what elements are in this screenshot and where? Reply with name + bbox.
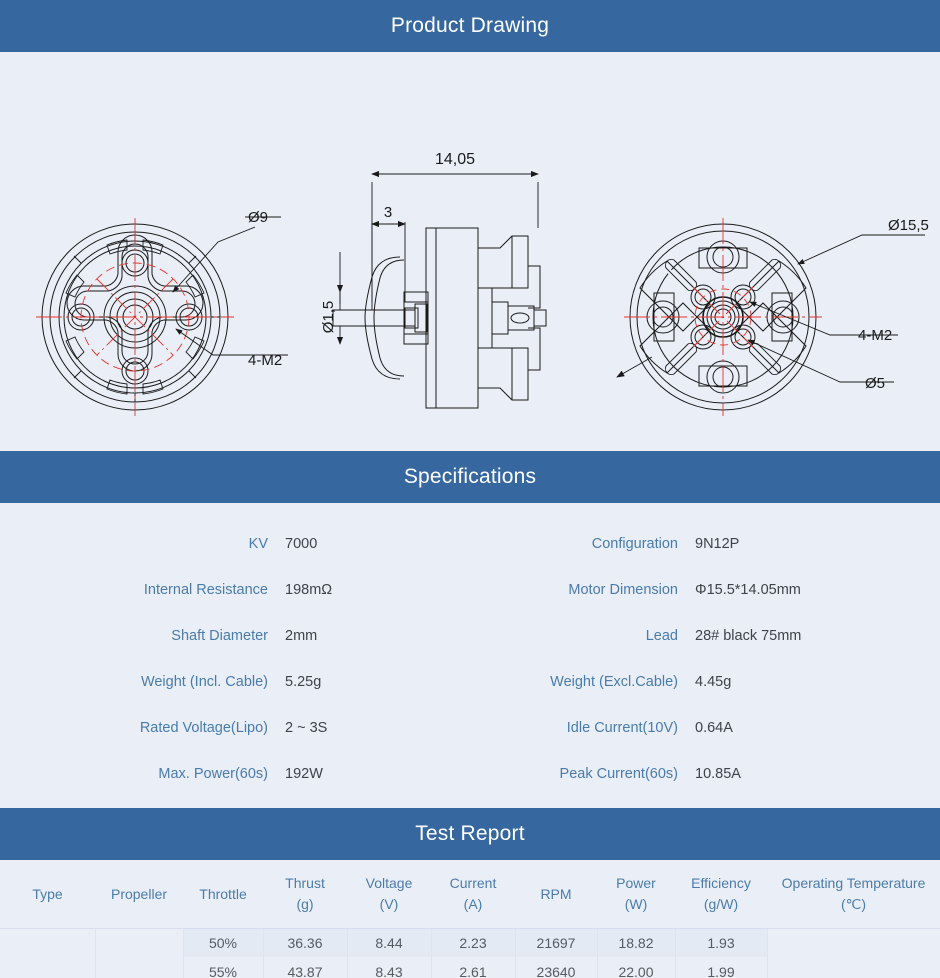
cell-type: [0, 928, 95, 957]
side-view-drawing: [333, 228, 546, 408]
table-header-row: [0, 860, 940, 928]
spec-value-configuration: 9N12P: [695, 536, 740, 552]
col-header-voltage: Voltage (V): [347, 860, 431, 928]
test-report-table: [0, 860, 940, 978]
spec-label-shaft-diameter: Shaft Diameter: [171, 628, 268, 644]
col-header-throttle: Throttle: [183, 860, 263, 928]
section-header-test-report: [0, 808, 940, 860]
spec-value-lead: 28# black 75mm: [695, 628, 802, 644]
cell-propeller: [95, 957, 183, 978]
cell-operating-temperature: [767, 957, 940, 978]
spec-label-peak-current: Peak Current(60s): [559, 766, 678, 782]
col-header-power: Power (W): [597, 860, 675, 928]
spec-value-kv: 7000: [285, 536, 318, 552]
cell-voltage: 8.44: [347, 928, 431, 957]
cell-current: 2.23: [431, 928, 515, 957]
top-view-bore-label: Ø5: [865, 375, 886, 392]
spec-value-idle-current: 0.64A: [695, 720, 733, 736]
specifications-section: [0, 503, 940, 808]
side-view-dim-length: [372, 174, 538, 302]
cell-thrust: 43.87: [263, 957, 347, 978]
col-header-propeller: Propeller: [95, 860, 183, 928]
table-row: [0, 957, 940, 978]
side-view-dim-shaft: [372, 222, 405, 310]
spec-label-configuration: Configuration: [591, 536, 678, 552]
cell-power: 22.00: [597, 957, 675, 978]
cell-efficiency: 1.93: [675, 928, 767, 957]
section-header-specifications: [0, 451, 940, 503]
bottom-view-screw-label: 4-M2: [248, 352, 283, 369]
cell-throttle: 50%: [183, 928, 263, 957]
section-header-product-drawing: [0, 0, 940, 52]
spec-value-shaft-diameter: 2mm: [285, 628, 318, 644]
specifications-grid: [0, 521, 940, 797]
spec-label-kv: KV: [248, 536, 268, 552]
side-view-shaft-len-label: 3: [383, 204, 393, 221]
side-view-shaft-dia-label: Ø1,5: [320, 300, 337, 334]
spec-value-weight-excl-cable: 4.45g: [695, 674, 732, 690]
cell-power: 18.82: [597, 928, 675, 957]
cell-rpm: 21697: [515, 928, 597, 957]
col-header-efficiency: Efficiency (g/W): [675, 860, 767, 928]
spec-value-rated-voltage: 2 ~ 3S: [285, 720, 328, 736]
cell-operating-temperature: [767, 928, 940, 957]
col-header-operating-temperature: Operating Temperature (℃): [767, 860, 940, 928]
side-view-length-label: 14,05: [434, 151, 476, 168]
cell-thrust: 36.36: [263, 928, 347, 957]
spec-label-internal-resistance: Internal Resistance: [143, 582, 268, 598]
cell-efficiency: 1.99: [675, 957, 767, 978]
cell-type: [0, 957, 95, 978]
spec-value-weight-incl-cable: 5.25g: [285, 674, 322, 690]
top-view-screw-label: 4-M2: [858, 327, 893, 344]
product-drawing-title: Product Drawing: [390, 14, 550, 37]
spec-label-rated-voltage: Rated Voltage(Lipo): [139, 720, 268, 736]
cell-throttle: 55%: [183, 957, 263, 978]
spec-label-idle-current: Idle Current(10V): [566, 720, 678, 736]
test-report-title: Test Report: [415, 822, 525, 845]
spec-value-max-power: 192W: [285, 766, 323, 782]
test-report-section: [0, 860, 940, 978]
spec-label-motor-dimension: Motor Dimension: [568, 582, 678, 598]
spec-label-lead: Lead: [645, 628, 678, 644]
col-header-type: Type: [0, 860, 95, 928]
product-drawing-area: [0, 52, 940, 451]
top-view-outer-dia-label: Ø15,5: [888, 217, 929, 234]
col-header-thrust: Thrust (g): [263, 860, 347, 928]
cell-rpm: 23640: [515, 957, 597, 978]
specifications-title: Specifications: [403, 465, 537, 488]
technical-drawing-svg: [0, 52, 940, 451]
spec-value-motor-dimension: Φ15.5*14.05mm: [695, 582, 801, 598]
table-row: [0, 928, 940, 957]
top-view-leaders: [617, 235, 925, 382]
col-header-current: Current (A): [431, 860, 515, 928]
col-header-rpm: RPM: [515, 860, 597, 928]
cell-propeller: [95, 928, 183, 957]
cell-voltage: 8.43: [347, 957, 431, 978]
cell-current: 2.61: [431, 957, 515, 978]
spec-label-max-power: Max. Power(60s): [158, 766, 268, 782]
bottom-view-centerlines: [36, 218, 234, 416]
spec-label-weight-incl-cable: Weight (Incl. Cable): [140, 674, 268, 690]
spec-value-peak-current: 10.85A: [695, 766, 741, 782]
bottom-view-dia-label: Ø9: [248, 209, 269, 226]
spec-label-weight-excl-cable: Weight (Excl.Cable): [550, 674, 678, 690]
spec-value-internal-resistance: 198mΩ: [285, 582, 333, 598]
